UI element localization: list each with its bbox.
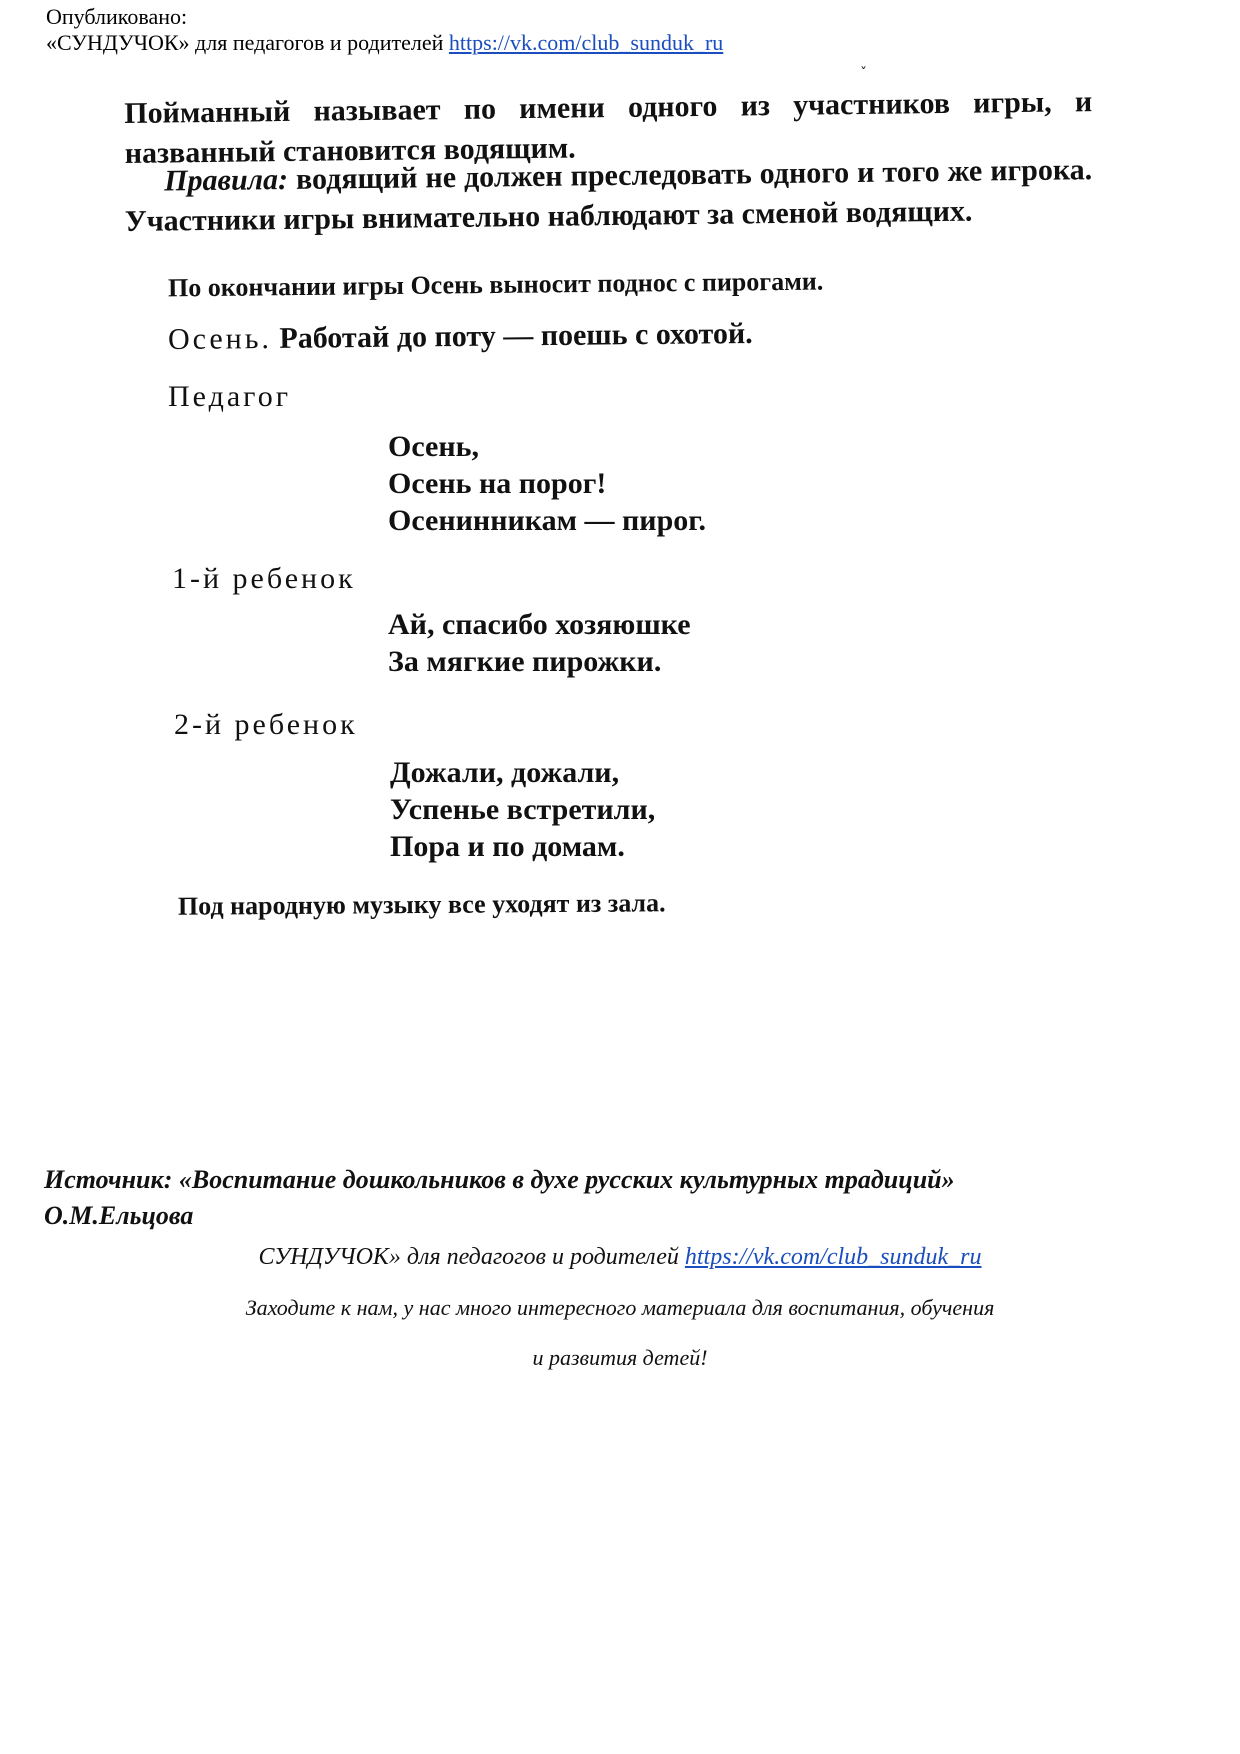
child2-verse (390, 754, 655, 865)
stage-direction-pies: По окончании игры Осень выносит поднос с пирогами. (167, 266, 824, 303)
scan-speck: ˇ (860, 66, 867, 82)
child1-speaker: 1-й ребенок (172, 562, 356, 595)
published-label: Опубликовано: (46, 4, 188, 29)
autumn-line (168, 317, 753, 357)
footer-invite-line1: Заходите к нам, у нас много интересного материала для воспитания, обучения (245, 1295, 995, 1320)
header-group-name: «СУНДУЧОК» для педагогов и родителей (46, 30, 444, 55)
source-title: Источник: «Воспитание дошкольников в духе русских культурных традиций» (44, 1165, 955, 1194)
footer-invite-line2: и развития детей! (532, 1345, 708, 1370)
child1-verse (388, 606, 691, 680)
footer-group-name: СУНДУЧОК» для педагогов и родителей (258, 1244, 679, 1270)
verse-line: За мягкие пирожки. (388, 645, 662, 678)
verse-line: Успенье встретили, (390, 793, 656, 826)
rules-text: водящий не должен преследовать одного и того же игрока. Участники игры внимательно наблюдают за сменой водящих. (124, 153, 1093, 238)
teacher-speaker: Педагог (168, 380, 292, 413)
verse-line: Пора и по домам. (390, 830, 625, 863)
verse-line: Ай, спасибо хозяюшке (388, 608, 691, 641)
paragraph-caught-player: Пойманный называет по имени одного из участников игры, и названный становится водящим. (124, 85, 1093, 170)
verse-line: Осень, (388, 430, 479, 463)
verse-line: Осень на порог! (388, 467, 607, 500)
verse-line: Дожали, дожали, (390, 756, 620, 789)
child2-speaker: 2-й ребенок (174, 708, 358, 741)
paragraph-rules (124, 150, 1093, 242)
stage-direction-exit: Под народную музыку все уходят из зала. (177, 888, 666, 921)
footer-group-link[interactable]: https://vk.com/club_sunduk_ru (684, 1244, 982, 1270)
footer-group-line (0, 1244, 1240, 1271)
autumn-text: Работай до поту — поешь с охотой. (271, 316, 753, 355)
source-author: О.М.Ельцова (44, 1201, 194, 1230)
header-group-link[interactable]: https://vk.com/club_sunduk_ru (448, 30, 724, 55)
header-group-line (46, 30, 723, 56)
verse-line: Осенинникам — пирог. (388, 504, 707, 537)
teacher-verse (388, 428, 706, 539)
autumn-speaker: Осень. (167, 321, 273, 357)
source-citation (44, 1162, 955, 1234)
rules-label: Правила: (164, 162, 289, 198)
